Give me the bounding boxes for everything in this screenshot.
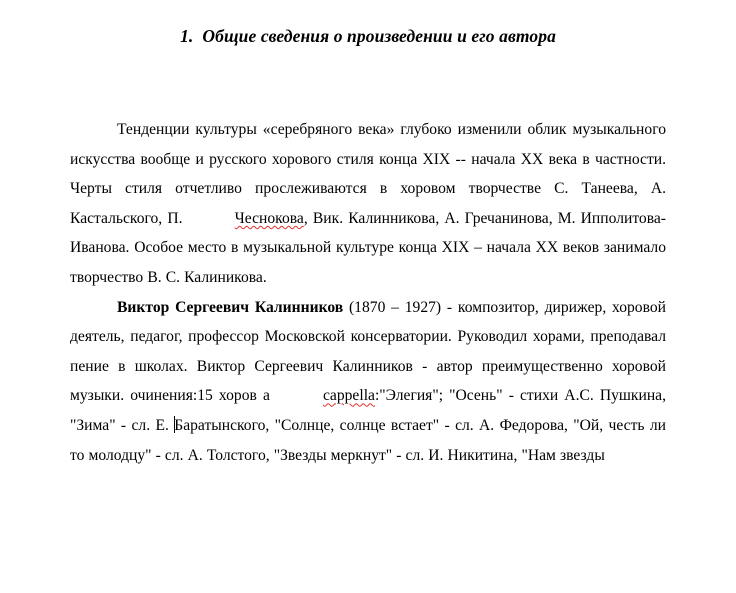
spellcheck-underlined-word[interactable]: Чеснокова <box>234 209 304 227</box>
paragraph-intro[interactable]: Тенденции культуры «серебряного века» глубоко изменили облик музыкального искусства вообще и русского хорового стиля конца XIX -- начала XX века в частности. Черты стиля отчетливо прослеживаются в хоровом творчестве С. Танеева, А. Кастальского, П. Чеснокова, Вик. Калинникова, А. Гречанинова, М. Ипполитова-Иванова. Особое место в музыкальной культуре конца XIX – начала XX веков занимало творчество В. С. Калиникова. <box>70 121 666 286</box>
composer-name: Виктор Сергеевич Калинников <box>117 298 344 316</box>
page-title <box>70 0 666 47</box>
document-body <box>70 115 666 470</box>
page-title-text: Общие сведения о произведении и его автора <box>202 26 556 46</box>
spellcheck-underlined-word[interactable]: cappella <box>323 387 375 405</box>
page-title-number: 1. <box>180 26 194 46</box>
paragraph-biography[interactable]: Виктор Сергеевич Калинников (1870 – 1927) - композитор, дирижер, хоровой деятель, педагог, профессор Московской консерватории. Руководил хорами, преподавал пение в школах. Виктор Сергеевич Калинников - автор преимущественно хоровой музыки. очинения:15 хоров а cappella:"Элегия"; "Осень" - стихи А.С. Пушкина, "Зима" - сл. Е. Баратынского, "Солнце, солнце встает" - сл. А. Федорова, "Ой, честь ли то молодцу" - сл. А. Толстого, "Звезды меркнут" - сл. И. Никитина, "Нам звезды <box>70 298 667 464</box>
text-cursor <box>174 416 175 433</box>
